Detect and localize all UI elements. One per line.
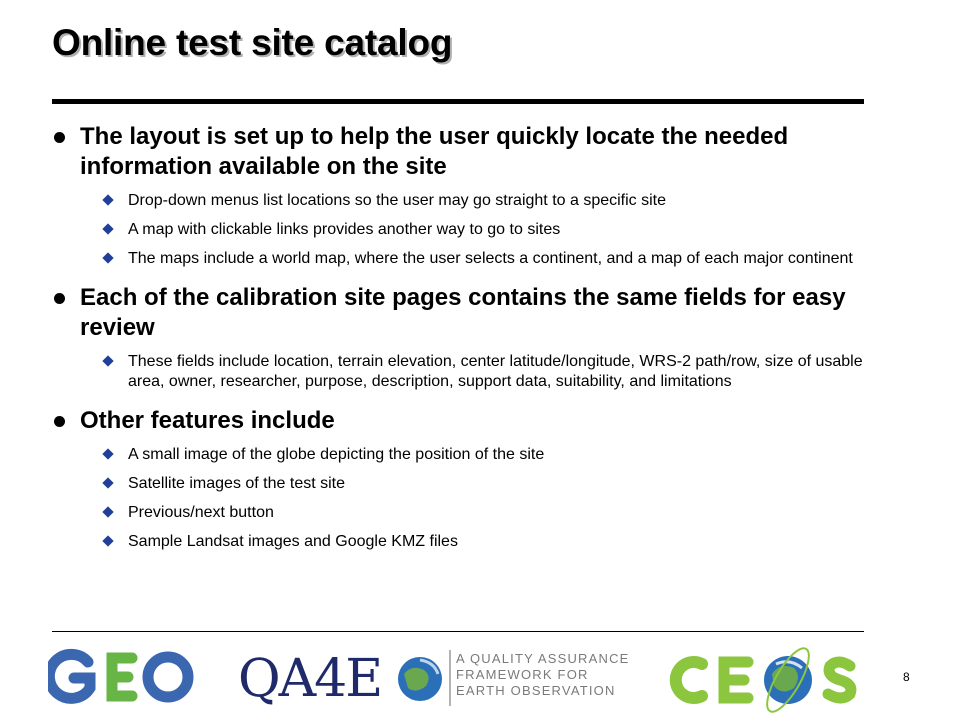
sub-bullet	[52, 474, 888, 494]
sub-bullet-text: Drop-down menus list locations so the user may go straight to a specific site	[128, 192, 667, 209]
sub-bullet	[52, 220, 888, 240]
sub-bullet-text: Sample Landsat images and Google KMZ files	[128, 533, 458, 550]
sub-list-2	[52, 352, 912, 392]
title-underline	[52, 99, 864, 104]
sub-bullet-text: A small image of the globe depicting the position of the site	[128, 446, 545, 463]
sub-bullet	[52, 532, 888, 552]
bullet-2	[52, 283, 912, 343]
sub-bullet-text: Previous/next button	[128, 504, 274, 521]
sub-bullet	[52, 352, 888, 392]
bullet-text: Each of the calibration site pages contains the same fields for easy review	[80, 284, 846, 341]
bullet-dot-icon	[54, 416, 65, 427]
sub-bullet	[52, 503, 888, 523]
sub-bullet-text: A map with clickable links provides another way to go to sites	[128, 221, 561, 238]
sub-bullet	[52, 445, 888, 465]
diamond-bullet-icon	[102, 506, 113, 517]
sub-bullet-text: The maps include a world map, where the user selects a continent, and a map of each major continent	[128, 250, 853, 267]
diamond-bullet-icon	[102, 355, 113, 366]
footer-rule	[52, 631, 864, 632]
sub-bullet	[52, 249, 888, 269]
bullet-1	[52, 122, 912, 182]
bullet-dot-icon	[54, 132, 65, 143]
qa4eo-tagline-line: A QUALITY ASSURANCE	[456, 651, 630, 666]
svg-text:QA4E: QA4E	[238, 649, 382, 709]
sub-list-3	[52, 445, 912, 552]
bullet-text: Other features include	[80, 407, 335, 434]
sub-bullet	[52, 191, 888, 211]
slide-title: Online test site catalog	[52, 22, 453, 63]
bullet-text: The layout is set up to help the user quickly locate the needed information available on the site	[80, 123, 789, 180]
diamond-bullet-icon	[102, 223, 113, 234]
diamond-bullet-icon	[102, 194, 113, 205]
diamond-bullet-icon	[102, 477, 113, 488]
ceos-logo	[662, 640, 868, 718]
diamond-bullet-icon	[102, 448, 113, 459]
bullet-dot-icon	[54, 293, 65, 304]
sub-bullet-text: Satellite images of the test site	[128, 475, 345, 492]
sub-bullet-text: These fields include location, terrain elevation, center latitude/longitude, WRS-2 path/row, size of usable area, owner, researcher, purpose, description, support data, suitability, and limitations	[128, 353, 863, 390]
geo-logo	[48, 644, 198, 710]
bullet-3	[52, 406, 912, 436]
sub-list-1	[52, 191, 912, 269]
diamond-bullet-icon	[102, 535, 113, 546]
bullet-list	[52, 122, 912, 561]
qa4eo-tagline-line: EARTH OBSERVATION	[456, 683, 616, 698]
qa4eo-tagline	[456, 651, 630, 699]
page-number: 8	[903, 670, 910, 684]
diamond-bullet-icon	[102, 252, 113, 263]
qa4eo-tagline-line: FRAMEWORK FOR	[456, 667, 589, 682]
